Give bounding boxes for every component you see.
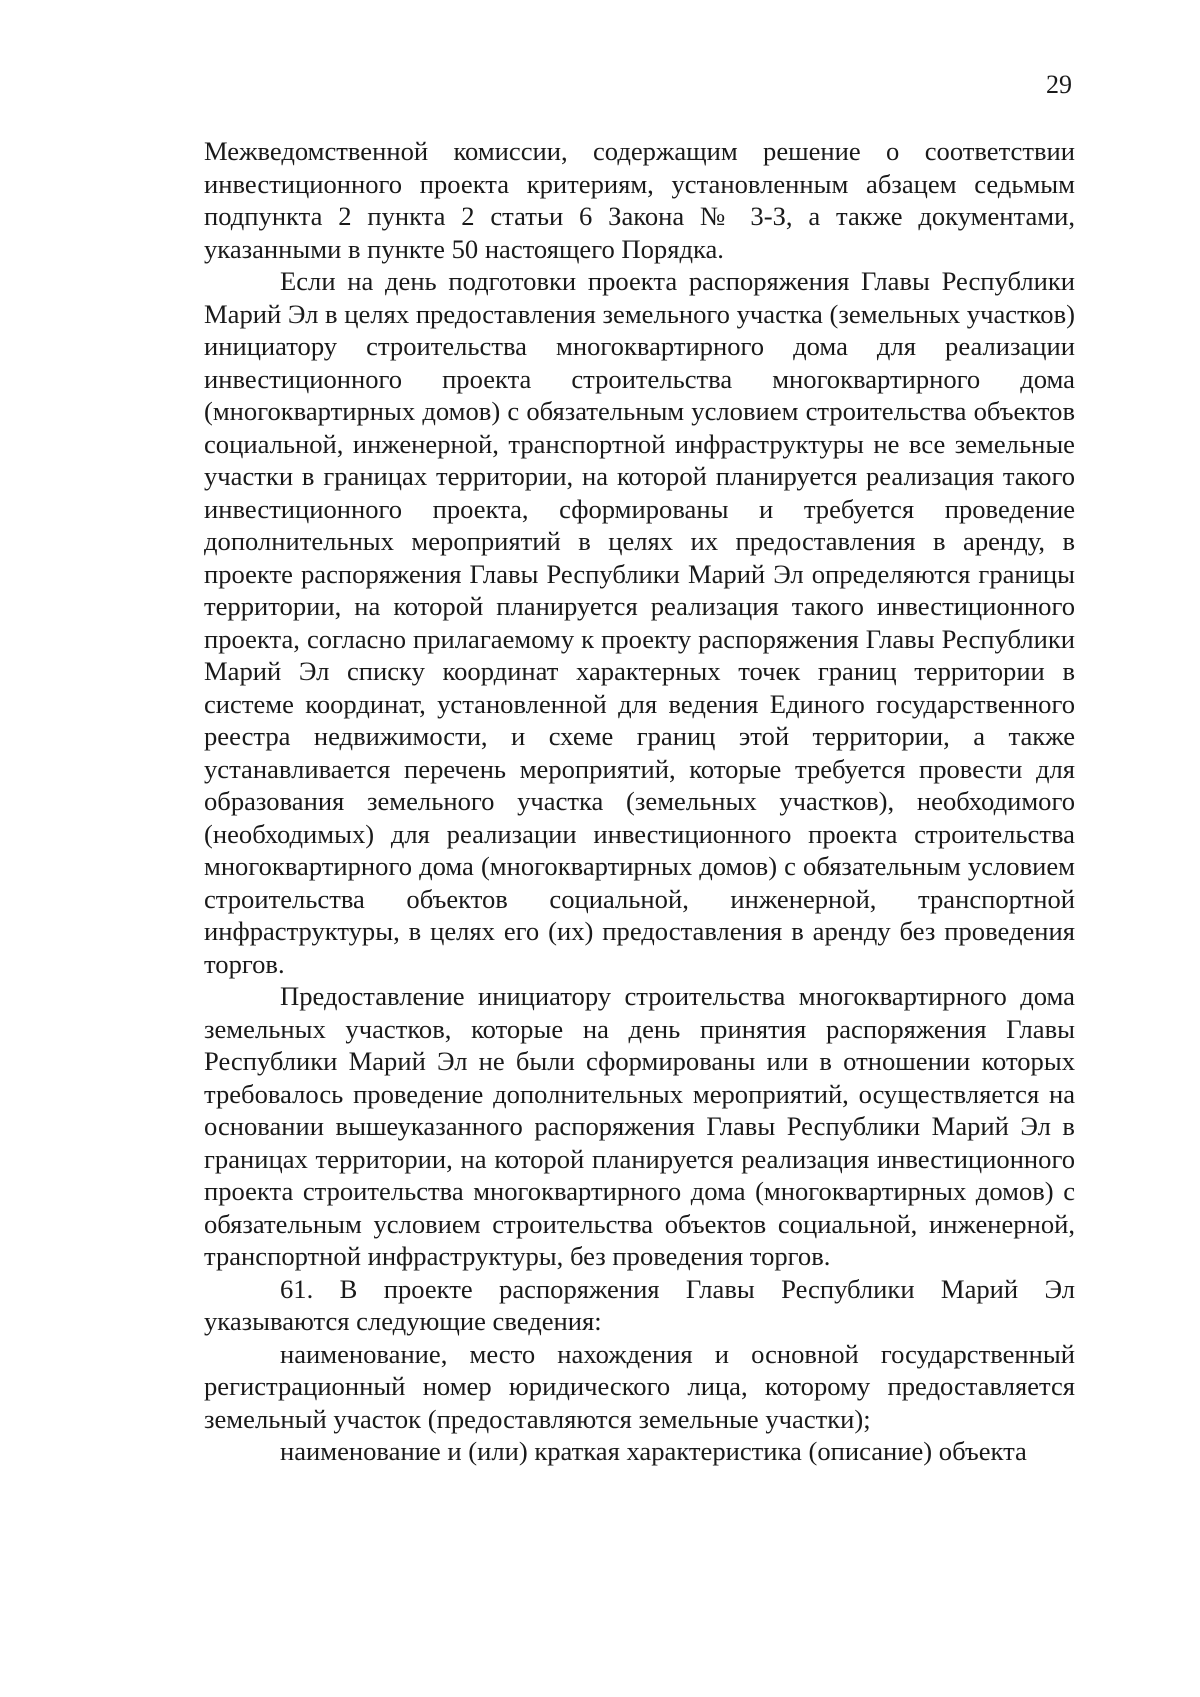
- paragraph-legal-entity-info: наименование, место нахождения и основной государственный регистрационный номер юридического лица, которому предоставляется земельный участок (предоставляются земельные участки);: [204, 1338, 1075, 1434]
- document-body: [204, 135, 1075, 1468]
- paragraph-land-provision: Предоставление инициатору строительства многоквартирного дома земельных участков, которые на день принятия распоряжения Главы Республики Марий Эл не были сформированы или в отношении которых требовалось проведение дополнительных мероприятий, осуществляется на основании вышеуказанного распоряжения Главы Республики Марий Эл в границах территории, на которой планируется реализация инвестиционного проекта строительства многоквартирного дома (многоквартирных домов) с обязательным условием строительства объектов социальной, инженерной, транспортной инфраструктуры, без проведения торгов.: [204, 981, 1075, 1271]
- paragraph-territory-boundaries: Если на день подготовки проекта распоряжения Главы Республики Марий Эл в целях предоставления земельного участка (земельных участков) инициатору строительства многоквартирного дома для реализации инвестиционного проекта строительства многоквартирного дома (многоквартирных домов) с обязательным условием строительства объектов социальной, инженерной, транспортной инфраструктуры не все земельные участки в границах территории, на которой планируется реализация такого инвестиционного проекта, сформированы и требуется проведение дополнительных мероприятий в целях их предоставления в аренду, в проекте распоряжения Главы Республики Марий Эл определяются границы территории, на которой планируется реализация такого инвестиционного проекта, согласно прилагаемому к проекту распоряжения Главы Республики Марий Эл списку координат характерных точек границ территории в системе координат, установленной для ведения Единого государственного реестра недвижимости, и схеме границ этой территории, а также устанавливается перечень мероприятий, которые требуется провести для образования земельного участка (земельных участков), необходимого (необходимых) для реализации инвестиционного проекта строительства многоквартирного дома (многоквартирных домов) с обязательным условием строительства объектов социальной, инженерной, транспортной инфраструктуры, в целях его (их) предоставления в аренду без проведения торгов.: [204, 266, 1075, 979]
- page-number: 29: [1046, 70, 1072, 99]
- paragraph-object-description: наименование и (или) краткая характеристика (описание) объекта: [280, 1436, 1027, 1466]
- paragraph-continuation: Межведомственной комиссии, содержащим решение о соответствии инвестиционного проекта критериям, установленным абзацем седьмым подпункта 2 пункта 2 статьи 6 Закона № 3-З, а также документами, указанными в пункте 50 настоящего Порядка.: [204, 136, 1075, 264]
- paragraph-item-61: 61. В проекте распоряжения Главы Республики Марий Эл указываются следующие сведения:: [204, 1273, 1075, 1336]
